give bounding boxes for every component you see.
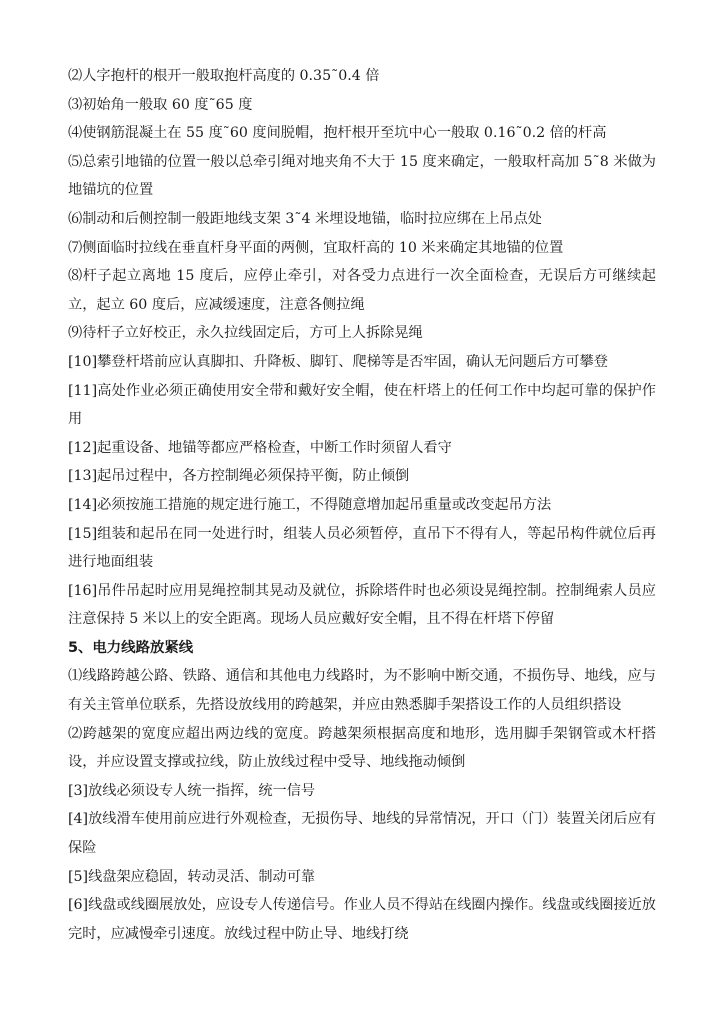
paragraph-14: [14]必须按施工措施的规定进行施工，不得随意增加起吊重量或改变起吊方法 xyxy=(68,496,552,513)
paragraph-10: [10]攀登杆塔前应认真脚扣、升降板、脚钉、爬梯等是否牢固，确认无问题后方可攀登 xyxy=(68,353,608,370)
paragraph-15: [15]组装和起吊在同一处进行时，组装人员必须暂停，直吊下不得有人，等起吊构件就位后再进行地面组装 xyxy=(68,525,656,571)
paragraph-8: ⑻杆子起立离地 15 度后，应停止牵引，对各受力点进行一次全面检查，无误后方可继续起立，起立 60 度后，应减缓速度，注意各侧拉绳 xyxy=(68,268,656,313)
section-paragraph-2: ⑵跨越架的宽度应超出两边线的宽度。跨越架须根据高度和地形，选用脚手架钢管或木杆搭设，并应设置支撑或拉线，防止放线过程中受导、地线拖动倾倒 xyxy=(68,725,656,771)
document-page xyxy=(68,62,656,948)
paragraph-5: ⑸总索引地锚的位置一般以总牵引绳对地夹角不大于 15 度来确定，一般取杆高加 5˜8 米做为地锚坑的位置 xyxy=(68,153,656,199)
paragraph-13: [13]起吊过程中，各方控制绳必须保持平衡，防止倾倒 xyxy=(68,468,410,485)
paragraph-6: ⑹制动和后侧控制一般距地线支架 3˜4 米埋设地锚，临时拉应绑在上吊点处 xyxy=(68,210,542,227)
paragraph-16: [16]吊件吊起时应用晃绳控制其晃动及就位，拆除塔件时也必须设晃绳控制。控制绳索人员应注意保持 5 米以上的安全距离。现场人员应戴好安全帽，且不得在杆塔下停留 xyxy=(68,582,656,628)
section-paragraph-3: [3]放线必须设专人统一指挥，统一信号 xyxy=(68,782,316,799)
section-paragraph-4: [4]放线滑车使用前应进行外观检查，无损伤导、地线的异常情况，开口（门）装置关闭后应有保险 xyxy=(68,811,656,857)
section-paragraph-1: ⑴线路跨越公路、铁路、通信和其他电力线路时，为不影响中断交通，不损伤导、地线，应与有关主管单位联系，先搭设放线用的跨越架，并应由熟悉脚手架搭设工作的人员组织搭设 xyxy=(68,668,656,714)
paragraph-3: ⑶初始角一般取 60 度˜65 度 xyxy=(68,96,253,113)
section-heading: 5、电力线路放紧线 xyxy=(68,639,194,656)
paragraph-11: [11]高处作业必须正确使用安全带和戴好安全帽，使在杆塔上的任何工作中均起可靠的保护作用 xyxy=(68,382,656,428)
section-paragraph-6: [6]线盘或线圈展放处，应设专人传递信号。作业人员不得站在线圈内操作。线盘或线圈接近放完时，应减慢牵引速度。放线过程中防止导、地线打绕 xyxy=(68,897,656,942)
section-paragraph-5: [5]线盘架应稳固，转动灵活、制动可靠 xyxy=(68,868,316,885)
paragraph-9: ⑼待杆子立好校正，永久拉线固定后，方可上人拆除晃绳 xyxy=(68,325,423,342)
paragraph-7: ⑺侧面临时拉线在垂直杆身平面的两侧，宜取杆高的 10 米来确定其地锚的位置 xyxy=(68,239,564,256)
paragraph-12: [12]起重设备、地锚等都应严格检查，中断工作时须留人看守 xyxy=(68,439,452,456)
paragraph-4: ⑷使钢筋混凝土在 55 度˜60 度间脱帽，抱杆根开至坑中心一般取 0.16˜0.2 倍的杆高 xyxy=(68,125,607,142)
paragraph-2: ⑵人字抱杆的根开一般取抱杆高度的 0.35˜0.4 倍 xyxy=(68,68,380,84)
